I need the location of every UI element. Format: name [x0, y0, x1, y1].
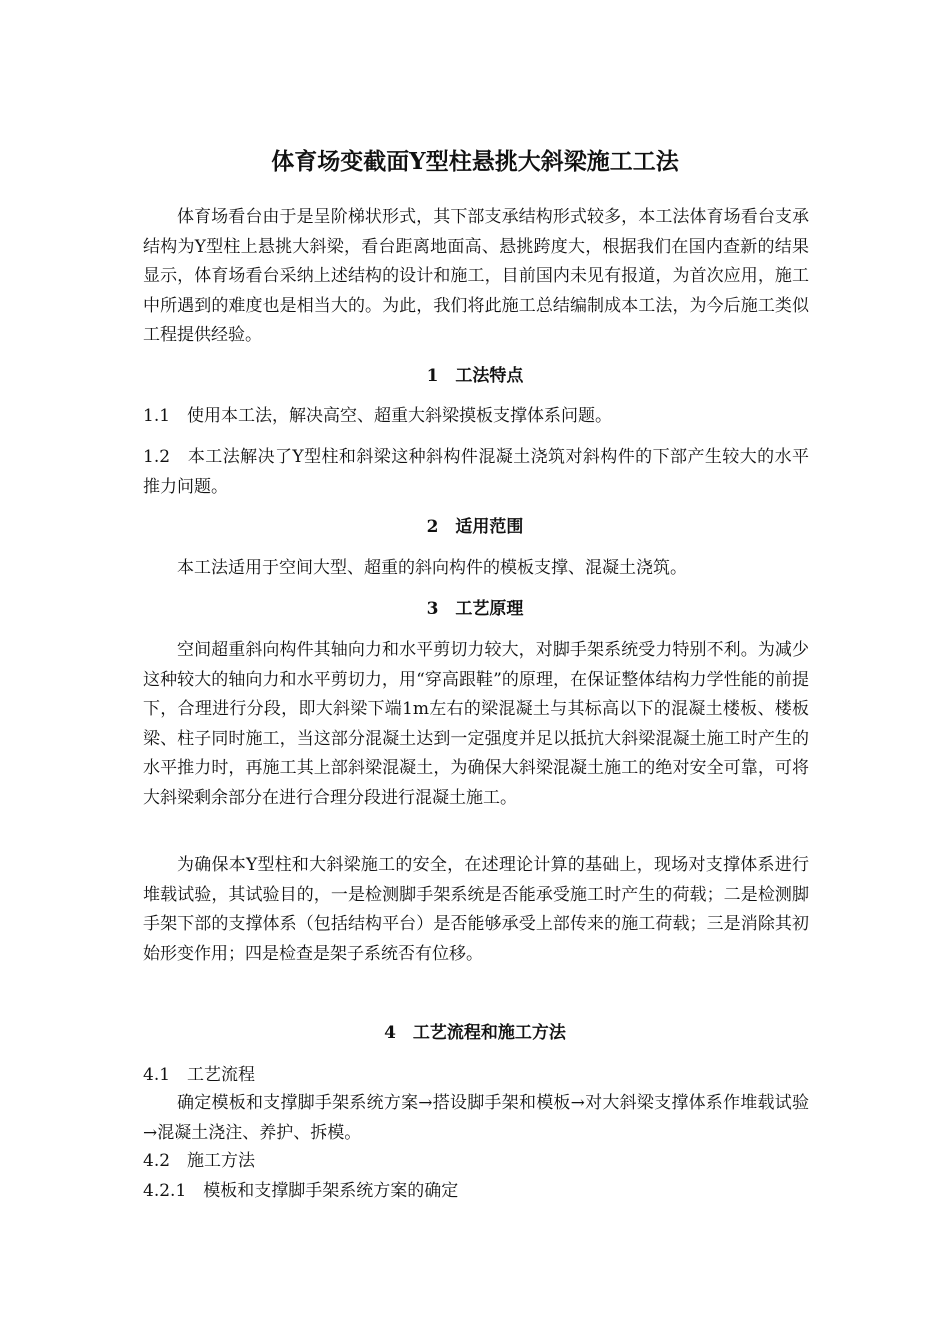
section-4-2-1-heading: 4.2.1 模板和支撑脚手架系统方案的确定	[143, 1181, 459, 1201]
section-2-heading: 2 适用范围	[426, 517, 524, 537]
section-3-paragraph-1: 空间超重斜向构件其轴向力和水平剪切力较大，对脚手架系统受力特别不利。为减少这种较大的轴向力和水平剪切力，用“穿高跟鞋”的原理，在保证整体结构力学性能的前提下，合理进行分段，即大斜梁下端1m左右的梁混凝土与其标高以下的混凝土楼板、楼板梁、柱子同时施工，当这部分混凝土达到一定强度并足以抵抗大斜梁混凝土施工时产生的水平推力时，再施工其上部斜梁混凝土，为确保大斜梁混凝土施工的绝对安全可靠，可将大斜梁剩余部分在进行合理分段进行混凝土施工。	[143, 640, 809, 808]
intro-paragraph: 体育场看台由于是呈阶梯状形式，其下部支承结构形式较多，本工法体育场看台支承结构为Y型柱上悬挑大斜梁，看台距离地面高、悬挑跨度大，根据我们在国内查新的结果显示，体育场看台采纳上述结构的设计和施工，目前国内未见有报道，为首次应用，施工中所遇到的难度也是相当大的。为此，我们将此施工总结编制成本工法，为今后施工类似工程提供经验。	[143, 207, 809, 345]
section-1-item-2: 1.2 本工法解决了Y型柱和斜梁这种斜构件混凝土浇筑对斜构件的下部产生较大的水平推力问题。	[143, 447, 809, 497]
document-title: 体育场变截面Y型柱悬挑大斜梁施工工法	[271, 148, 679, 175]
section-1-heading: 1 工法特点	[426, 366, 524, 386]
section-3-heading: 3 工艺原理	[426, 599, 524, 619]
section-4-1-heading: 4.1 工艺流程	[143, 1065, 256, 1085]
section-4-heading: 4 工艺流程和施工方法	[384, 1023, 566, 1043]
section-4-1-flow: 确定模板和支撑脚手架系统方案→搭设脚手架和模板→对大斜梁支撑体系作堆载试验→混凝土浇注、养护、拆模。	[143, 1093, 809, 1143]
section-1-item-1: 1.1 使用本工法，解决高空、超重大斜梁摸板支撑体系问题。	[143, 406, 613, 426]
section-2-text: 本工法适用于空间大型、超重的斜向构件的模板支撑、混凝土浇筑。	[177, 558, 687, 578]
section-4-2-heading: 4.2 施工方法	[143, 1151, 256, 1171]
section-3-paragraph-2: 为确保本Y型柱和大斜梁施工的安全，在述理论计算的基础上，现场对支撑体系进行堆载试验，其试验目的，一是检测脚手架系统是否能承受施工时产生的荷载；二是检测脚手架下部的支撑体系（包括结构平台）是否能够承受上部传来的施工荷载；三是消除其初始形变作用；四是检查是架子系统否有位移。	[143, 855, 809, 964]
